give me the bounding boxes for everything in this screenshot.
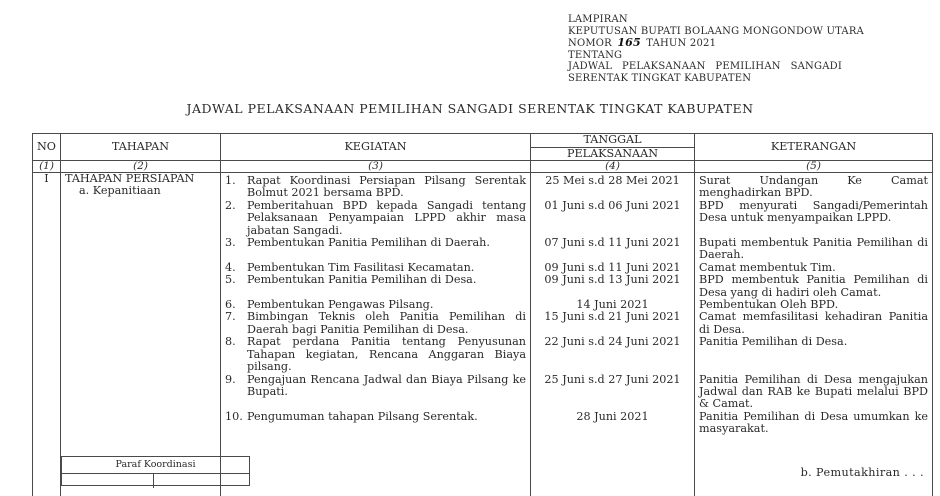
row-number: 1. [225, 174, 236, 187]
row-number: 10. [225, 409, 243, 423]
row-number: 8. [225, 335, 236, 349]
row-keterangan: Camat membentuk Tim. [695, 262, 933, 274]
row-keterangan: Bupati membentuk Panitia Pemilihan di Daerah. [695, 237, 933, 262]
row-tanggal: 15 Juni s.d 21 Juni 2021 [531, 311, 695, 336]
header-tanggal: TANGGAL [531, 134, 695, 148]
header-pelaksanaan: PELAKSANAAN [531, 147, 695, 161]
nomor-prefix: NOMOR [568, 38, 612, 50]
row-keterangan: BPD menyurati Sangadi/Pemerintah Desa untuk menyampaikan LPPD. [695, 200, 933, 237]
row-keterangan: Camat memfasilitasi kehadiran Panitia di Desa. [695, 311, 933, 336]
row-tanggal: 28 Juni 2021 [531, 411, 695, 436]
lampiran-header [568, 14, 864, 85]
header-kegiatan: KEGIATAN [221, 134, 531, 161]
section-number: I [33, 173, 61, 496]
subsection-title: a. Kepanitiaan [79, 184, 161, 198]
section-cell [61, 173, 221, 496]
row-keterangan: Surat Undangan Ke Camat menghadirkan BPD. [695, 175, 933, 200]
row-kegiatan: Pengajuan Rencana Jadwal dan Biaya Pilsang ke Bupati. [247, 372, 526, 398]
row-number: 3. [225, 236, 236, 250]
nomor-suffix: TAHUN 2021 [646, 38, 717, 50]
row-number: 5. [225, 273, 236, 287]
row-tanggal: 01 Juni s.d 06 Juni 2021 [531, 200, 695, 237]
header-keterangan: KETERANGAN [695, 134, 933, 161]
row-tanggal: 14 Juni 2021 [531, 299, 695, 311]
row-number: 4. [225, 260, 236, 274]
section-title: TAHAPAN PERSIAPAN [65, 172, 195, 185]
paraf-koordinasi-box [61, 456, 250, 486]
row-tanggal: 09 Juni s.d 11 Juni 2021 [531, 262, 695, 274]
row-keterangan: Panitia Pemilihan di Desa umumkan ke masyarakat. [695, 411, 933, 436]
row-keterangan: Pembentukan Oleh BPD. [695, 299, 933, 311]
row-number: 2. [225, 198, 236, 212]
row-keterangan: Panitia Pemilihan di Desa mengajukan Jadwal dan RAB ke Bupati melalui BPD & Camat. [695, 374, 933, 411]
nomor-handwritten-value: 165 [617, 36, 641, 50]
row-kegiatan: Rapat perdana Panitia tentang Penyusunan Tahapan kegiatan, Rencana Anggaran Biaya pilsang. [247, 335, 526, 374]
row-number: 7. [225, 310, 236, 324]
column-number: (5) [695, 161, 933, 173]
row-tanggal: 22 Juni s.d 24 Juni 2021 [531, 336, 695, 373]
row-kegiatan: Pembentukan Pengawas Pilsang. [247, 298, 434, 312]
row-tanggal: 25 Mei s.d 28 Mei 2021 [531, 175, 695, 200]
schedule-table [32, 133, 933, 496]
subject-line-2: SERENTAK TINGKAT KABUPATEN [568, 72, 752, 84]
row-kegiatan: Pembentukan Tim Fasilitasi Kecamatan. [247, 260, 475, 274]
document-title: JADWAL PELAKSANAAN PEMILIHAN SANGADI SERENTAK TINGKAT KABUPATEN [186, 101, 754, 116]
row-kegiatan: Pemberitahuan BPD kepada Sangadi tentang Pelaksanaan Penyampaian LPPD akhir masa jabatan Sangadi. [247, 198, 526, 237]
header-no: NO [33, 134, 61, 161]
row-number: 9. [225, 372, 236, 386]
row-number: 6. [225, 298, 236, 312]
row-kegiatan: Pembentukan Panitia Pemilihan di Desa. [247, 273, 477, 287]
row-kegiatan: Pembentukan Panitia Pemilihan di Daerah. [247, 236, 490, 250]
nomor-line [568, 37, 864, 50]
row-tanggal: 09 Juni s.d 13 Juni 2021 [531, 274, 695, 299]
row-tanggal: 25 Juni s.d 27 Juni 2021 [531, 374, 695, 411]
continuation-label: b. Pemutakhiran . . . [800, 466, 924, 479]
row-kegiatan: Rapat Koordinasi Persiapan Pilsang Serentak Bolmut 2021 bersama BPD. [247, 174, 526, 200]
column-number: (4) [531, 161, 695, 173]
column-number: (3) [221, 161, 531, 173]
paraf-cell [62, 474, 154, 488]
keputusan-line: KEPUTUSAN BUPATI BOLAANG MONGONDOW UTARA [568, 25, 864, 37]
subject-line-1: JADWAL PELAKSANAAN PEMILIHAN SANGADI [568, 61, 842, 73]
row-kegiatan: Bimbingan Teknis oleh Panitia Pemilihan di Daerah bagi Panitia Pemilihan di Desa. [247, 310, 526, 336]
tentang-label: TENTANG [568, 49, 623, 61]
column-number: (1) [33, 161, 61, 173]
lampiran-label: LAMPIRAN [568, 14, 628, 25]
header-tahapan: TAHAPAN [61, 134, 221, 161]
paraf-title: Paraf Koordinasi [62, 457, 249, 474]
column-number: (2) [61, 161, 221, 173]
column-number-row [33, 161, 933, 173]
paraf-cell [154, 474, 249, 488]
row-tanggal: 07 Juni s.d 11 Juni 2021 [531, 237, 695, 262]
row-keterangan: BPD membentuk Panitia Pemilihan di Desa yang di hadiri oleh Camat. [695, 274, 933, 299]
row-keterangan: Panitia Pemilihan di Desa. [695, 336, 933, 373]
row-kegiatan: Pengumuman tahapan Pilsang Serentak. [247, 409, 478, 423]
